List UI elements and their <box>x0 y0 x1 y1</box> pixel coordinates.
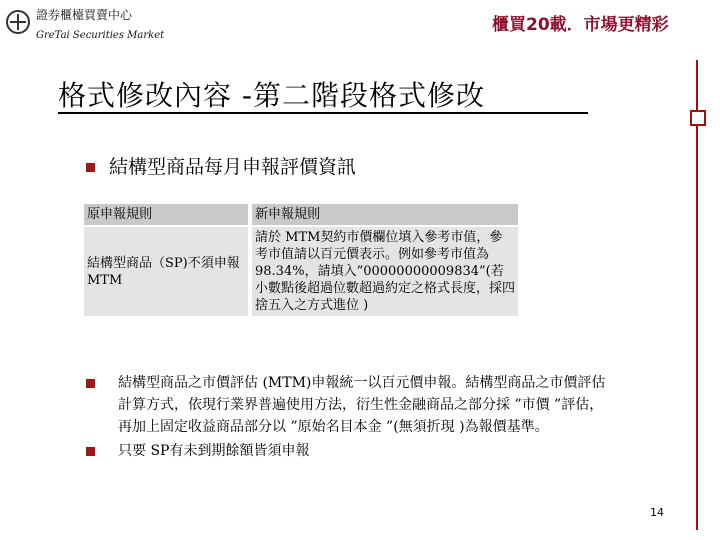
table-header-new: 新申報規則 <box>252 204 518 225</box>
table-row <box>84 227 518 316</box>
section-heading <box>86 152 356 179</box>
page-title: 格式修改內容 -第二階段格式修改 <box>58 79 486 112</box>
logo-cn-text: 證券櫃檯買賣中心 <box>36 8 133 22</box>
bullet-icon <box>86 163 95 172</box>
logo-en-text: GreTai Securities Market <box>36 30 165 41</box>
side-decoration-line <box>696 60 698 530</box>
title-underline <box>58 112 588 114</box>
gretai-logo <box>0 0 200 46</box>
bullet-icon <box>86 379 95 388</box>
list-item <box>86 440 616 462</box>
anniversary-text: 櫃買20載．市場更精彩 <box>492 15 669 35</box>
new-rule-cell: 請於 MTM契約市價欄位填入參考市值，參考市值請以百元價表示。例如參考市值為 98.34%，請填入”00000000009834”(若小數點後超過位數超過約定之格式長度，採四捨五入之方式進位 ) <box>252 227 518 316</box>
note-text: 只要 SP有未到期餘額皆須申報 <box>118 443 310 459</box>
section-heading-text: 結構型商品每月申報評價資訊 <box>109 156 357 178</box>
list-item <box>86 372 616 438</box>
note-text: 結構型商品之市價評估 (MTM)申報統一以百元價申報。結構型商品之市價評估計算方式，依現行業界普遍使用方法，衍生性金融商品之部分採 ”市價 ”評估，再加上固定收益商品部分以 ”原始名目本金 ”(無須折現 )為報價基準。 <box>118 375 606 435</box>
table-header-row <box>84 204 518 225</box>
anniversary-logo <box>492 6 692 40</box>
bullet-icon <box>86 447 95 456</box>
rules-table <box>84 204 518 316</box>
notes-list <box>86 372 616 464</box>
old-rule-cell: 結構型商品（SP)不須申報 MTM <box>84 227 248 316</box>
table-header-old: 原申報規則 <box>84 204 248 225</box>
page-number: 14 <box>650 506 664 519</box>
header <box>0 0 720 52</box>
side-decoration-box <box>690 110 706 126</box>
